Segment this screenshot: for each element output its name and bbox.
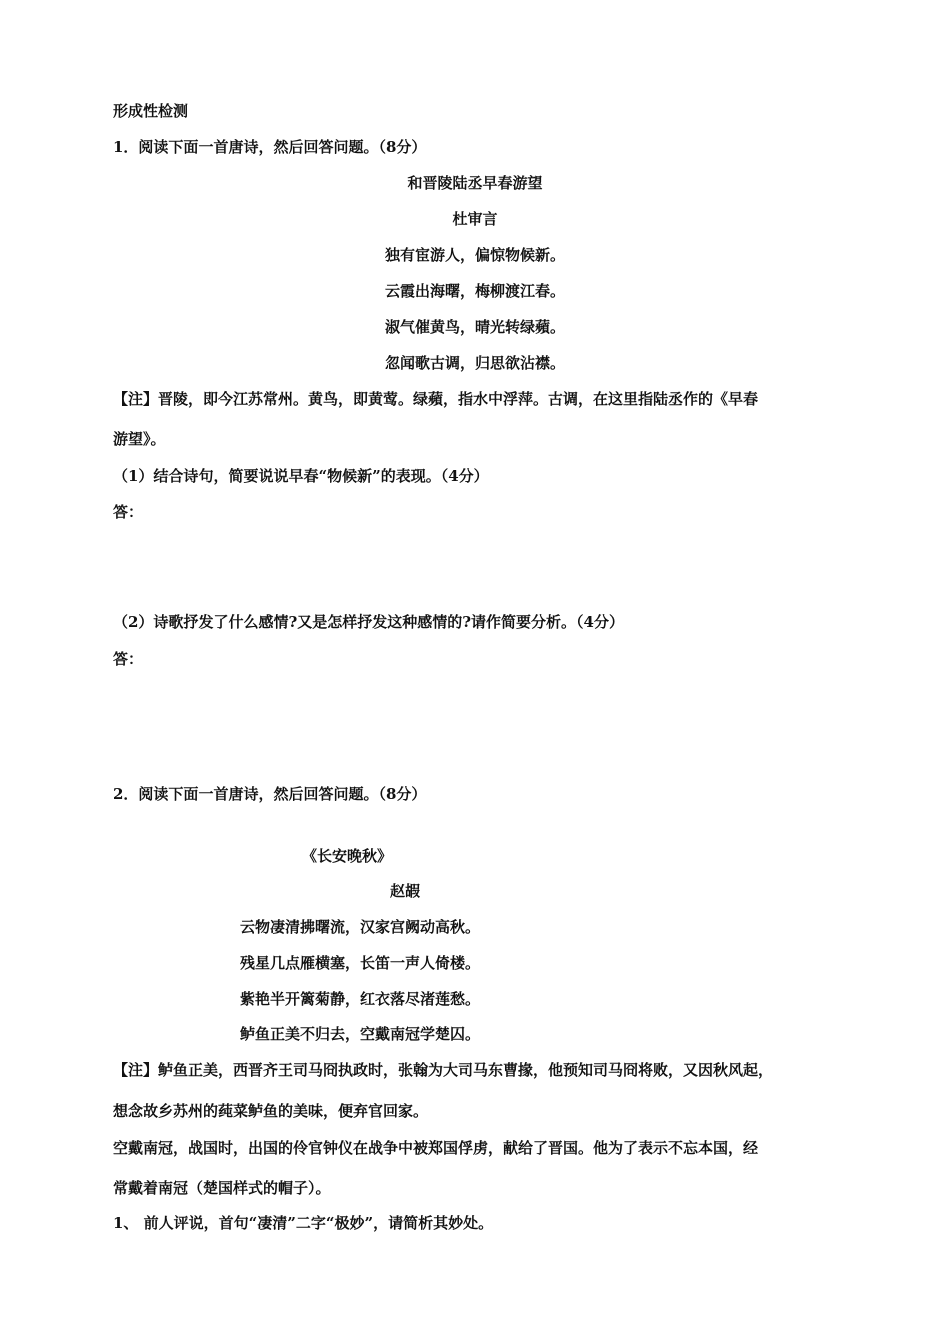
poem-1-author: 杜审言 [452, 210, 498, 228]
question-1-intro: 1．阅读下面一首唐诗，然后回答问题。（8分） [113, 138, 427, 156]
poem-1-line: 淑气催黄鸟，晴光转绿蘋。 [384, 318, 565, 336]
poem-2-note-2-cont: 常戴着南冠（楚国样式的帽子）。 [113, 1179, 331, 1197]
answer-1-label: 答： [113, 503, 144, 521]
question-1-sub-1: （1）结合诗句，简要说说早春“物候新”的表现。（4分） [113, 467, 489, 485]
question-2-intro: 2．阅读下面一首唐诗，然后回答问题。（8分） [113, 785, 427, 803]
poem-2-author: 赵嘏 [390, 882, 421, 900]
poem-2-note: 【注】鲈鱼正美，西晋齐王司马冏执政时，张翰为大司马东曹掾，他预知司马冏将败，又因秋风起， [113, 1061, 774, 1079]
poem-2-note-cont: 想念故乡苏州的莼菜鲈鱼的美味，便弃官回家。 [113, 1102, 429, 1120]
question-1-sub-2: （2）诗歌抒发了什么感情?又是怎样抒发这种感情的?请作简要分析。（4分） [113, 613, 624, 631]
section-heading: 形成性检测 [113, 102, 189, 120]
poem-1-note: 【注】晋陵，即今江苏常州。黄鸟，即黄莺。绿蘋，指水中浮萍。古调，在这里指陆丞作的《早春 [113, 390, 759, 408]
poem-2-line: 残星几点雁横塞，长笛一声人倚楼。 [240, 954, 481, 972]
poem-1-line: 忽闻歌古调，归思欲沾襟。 [384, 354, 565, 372]
poem-2-note-2: 空戴南冠，战国时，出国的伶官钟仪在战争中被郑国俘虏，献给了晋国。他为了表示不忘本国，经 [113, 1139, 759, 1157]
poem-1-line: 云霞出海曙，梅柳渡江春。 [384, 282, 565, 300]
poem-1-note-cont: 游望》。 [113, 430, 166, 448]
question-2-sub-1: 1、 前人评说，首句“凄清”二字“极妙”，请简析其妙处。 [113, 1214, 494, 1232]
poem-1-line: 独有宦游人，偏惊物候新。 [384, 246, 565, 264]
poem-1-title: 和晋陵陆丞早春游望 [407, 174, 543, 192]
answer-2-label: 答： [113, 650, 144, 668]
poem-2-line: 云物凄清拂曙流，汉家宫阙动高秋。 [240, 918, 481, 936]
poem-2-line: 鲈鱼正美不归去，空戴南冠学楚囚。 [240, 1025, 481, 1043]
poem-2-title: 《长安晚秋》 [302, 847, 393, 865]
poem-2-line: 紫艳半开篱菊静，红衣落尽渚莲愁。 [240, 990, 481, 1008]
